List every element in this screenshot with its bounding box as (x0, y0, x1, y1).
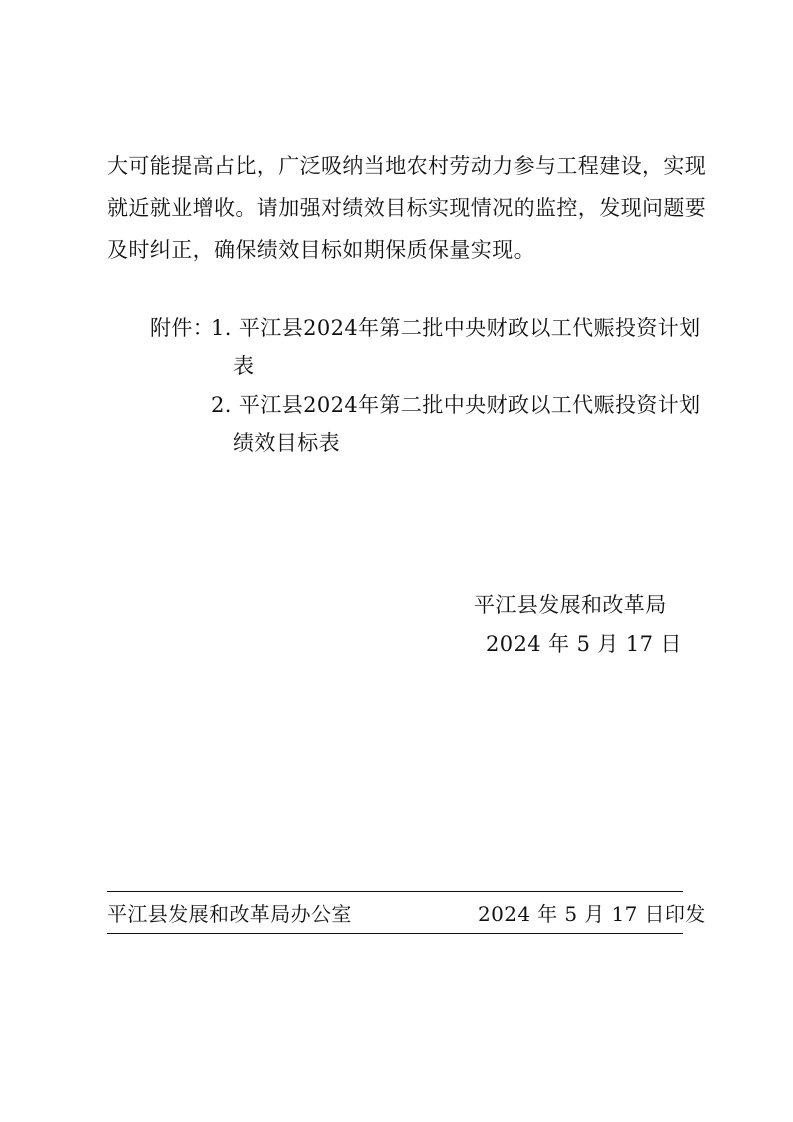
attachment-2-title-continued: 绩效目标表 (233, 431, 340, 455)
body-line-1: 大可能提高占比，广泛吸纳当地农村劳动力参与工程建设，实现 (107, 154, 707, 178)
signature-org: 平江县发展和改革局 (474, 593, 667, 617)
footer-bottom-rule (107, 933, 683, 934)
attachments-label: 附件： (150, 316, 215, 340)
footer-issue-date: 2024 年 5 月 17 日印发 (478, 902, 706, 926)
body-paragraph (107, 145, 707, 271)
footer-top-rule (107, 891, 683, 892)
attachment-item-1 (211, 309, 701, 385)
signature-date: 2024 年 5 月 17 日 (486, 632, 682, 656)
body-line-3: 及时纠正，确保绩效目标如期保质保量实现。 (107, 238, 535, 262)
attachment-item-2 (211, 386, 701, 462)
footer-issuer: 平江县发展和改革局办公室 (107, 902, 352, 926)
body-line-2: 就近就业增收。请加强对绩效目标实现情况的监控，发现问题要 (107, 196, 707, 220)
attachment-1-title-continued: 表 (233, 354, 255, 378)
attachment-2-title: 2. 平江县2024年第二批中央财政以工代赈投资计划 (211, 393, 701, 417)
attachment-1-title: 1. 平江县2024年第二批中央财政以工代赈投资计划 (211, 316, 701, 340)
